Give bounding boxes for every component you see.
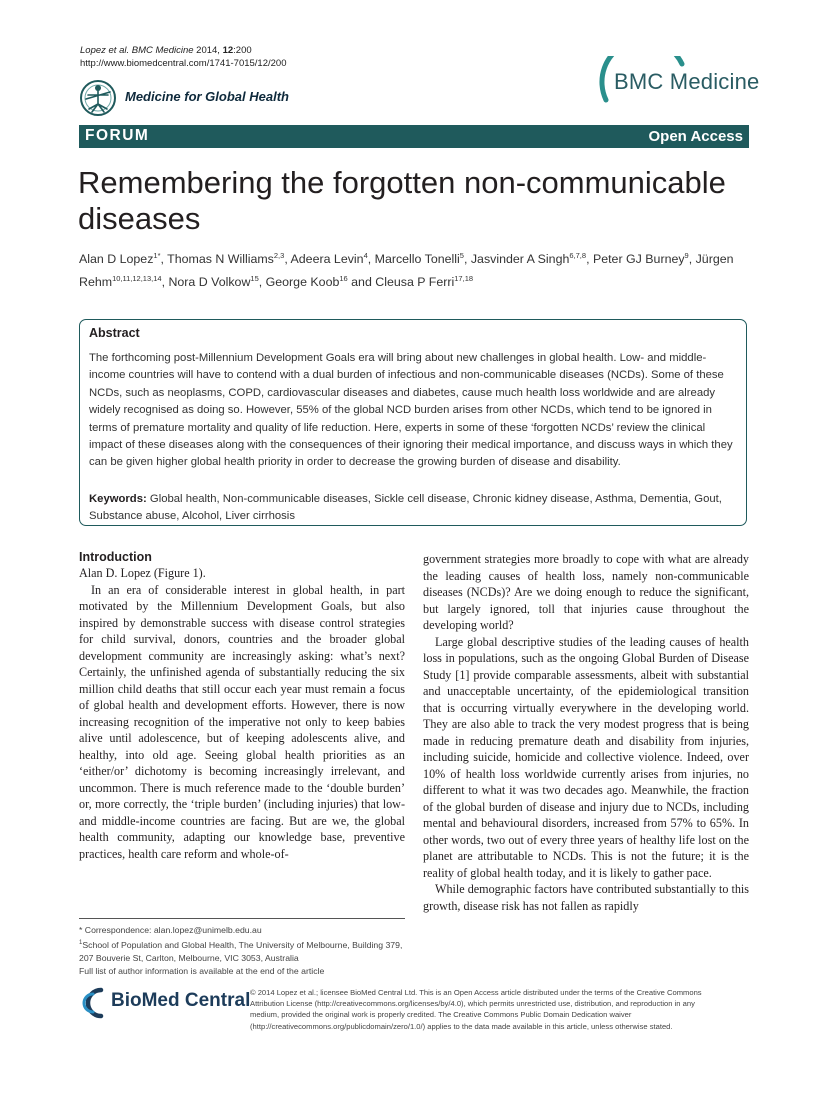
citation-article: :200 <box>233 45 252 56</box>
paragraph: government strategies more broadly to cope with what are already the leading causes of health loss, namely non-communicable diseases (NCDs)? Are we doing enough to reduce the significant, but largely ignored, toll that injuries cause throughout the developing world? <box>423 552 749 632</box>
section-label: FORUM <box>85 127 150 144</box>
section-heading-introduction: Introduction <box>79 550 152 564</box>
copyright-notice: © 2014 Lopez et al.; licensee BioMed Central Ltd. This is an Open Access article distributed under the terms of the Creative Commons Attribution License (http://creativecommons.org/licenses/by/4.0), which permits unrestricted use, distribution, and reproduction in any medium, provided the original work is properly credited. The Creative Commons Public Domain Dedication waiver (http://creativecommons.org/publicdomain/zero/1.0/) applies to the data made available in this article, unless otherwise stated. <box>250 988 702 1031</box>
footnote-divider <box>79 918 405 919</box>
author[interactable]: Nora D Volkow$^{15}$ <box>168 274 259 290</box>
author[interactable]: Jasvinder A Singh$^{6,7,8}$ <box>470 251 587 267</box>
paragraph: While demographic factors have contributed substantially to this growth, disease risk has not fallen as rapidly <box>423 882 749 913</box>
citation-year: 2014, <box>196 45 220 56</box>
abstract-body: The forthcoming post-Millennium Development Goals era will bring about new challenges in global health. Low- and middle-income countries will have to contend with a dual burden of infectious and non-communicable diseases (NCDs). Some of these NCDs, such as neoplasms, COPD, cardiovascular diseases and diabetes, cause much health loss worldwide and are already widely recognised as doing so. However, 55% of the global NCD burden arises from other NCDs, which tend to be ignored in terms of premature mortality and quality of life reduction. Here, experts in some of these ‘forgotten NCDs’ review the clinical impact of these diseases along with the consequences of their ignoring their medical importance, and discuss ways in which they can be given higher global health priority in order to decrease the growing burden of disease and disability. <box>89 352 733 469</box>
paragraph: Alan D. Lopez (Figure 1). <box>79 566 206 580</box>
author[interactable]: Alan D Lopez$^{1*}$ <box>79 251 161 267</box>
body-column-right <box>423 551 749 914</box>
citation-journal: Lopez et al. BMC Medicine <box>80 45 194 56</box>
author[interactable]: Jürgen Rehm$^{10,11,12,13,14}$ <box>79 252 734 290</box>
keywords-list: Global health, Non-communicable diseases, Sickle cell disease, Chronic kidney disease, Asthma, Dementia, Gout, Substance abuse, Alcohol, Liver cirrhosis <box>89 493 722 523</box>
body-column-left <box>79 565 405 862</box>
citation-line <box>80 44 287 57</box>
citation-header <box>80 44 287 70</box>
keywords-label: Keywords: <box>89 493 147 505</box>
series-title: Medicine for Global Health <box>125 89 289 104</box>
author-info-note: Full list of author information is available at the end of the article <box>79 965 325 976</box>
abstract-heading: Abstract <box>89 326 140 340</box>
correspondence[interactable]: * Correspondence: alan.lopez@unimelb.edu.au <box>79 925 262 935</box>
citation-volume: 12 <box>222 45 234 56</box>
paragraph: In an era of considerable interest in global health, in part motivated by the Millennium Development Goals, but also inspired by demonstrable success with disease control strategies for child survival, donors, countries and the broader global development community are increasingly asking: what’s next? Certainly, the unfinished agenda of substantially reducing the six million child deaths that still occur each year must remain a focus of global health and development efforts. However, there is now increasing recognition of the imperative not only to keep babies alive until adolescence, but of keeping adolescents alive, and healthy, into old age. Seeing global health priorities as an ‘either/or’ dichotomy is becoming increasingly irrelevant, and uncommon. There is much reference made to the ‘double burden’ or, more correctly, the ‘triple burden’ (including injuries) that low- and middle-income countries are facing. But are we, the global health community, adapting our knowledge base, preventive practices, health care reform and whole-of- <box>79 582 405 861</box>
and-word: and <box>351 275 372 290</box>
journal-logo-text: BMC Medicine <box>614 69 760 94</box>
affiliation: $^1$School of Population and Global Health, The University of Melbourne, Building 379, 207 Bouverie St, Carlton, Melbourne, VIC 3053, Australia <box>79 939 403 963</box>
section-banner <box>79 125 749 148</box>
author[interactable]: Cleusa P Ferri$^{17,18}$ <box>375 274 474 290</box>
paragraph: Large global descriptive studies of the leading causes of health loss in populations, such as the ongoing Global Burden of Disease Study [1] provide comparable assessments, albeit with substantial and unacceptable uncertainty, of the epidemiological transition that is occurring virtually everywhere in the developing world. They are also able to track the very modest progress that is being made in reducing premature death and disability from injuries, including suicide, homicide and collective violence. Indeed, over 10% of health loss worldwide currently arises from injuries, no different to what it was two decades ago. Meanwhile, the fraction of the global burden of disease and injury due to NCDs, including mental and behavioural disorders, increased from 57% to 65%. In other words, two out of every three years of healthy life lost on the planet are attributable to NCDs. This is not the future; it is the reality of global health today, and it is likely to gather pace. <box>423 634 749 880</box>
author[interactable]: George Koob$^{16}$ <box>265 274 348 290</box>
author-list: Alan D Lopez$^{1*}$, Thomas N Williams$^{2,3}$, Adeera Levin$^4$, Marcello Tonelli$^5$, Jasvinder A Singh$^{6,7,8}$, Peter GJ Burney$^9$, Jürgen Rehm$^{10,11,12,13,14}$, Nora D Volkow$^{15}$, George Koob$^{16}$ and Cleusa P Ferri$^{17,18}$ <box>79 251 734 290</box>
author[interactable]: Thomas N Williams$^{2,3}$ <box>167 251 285 267</box>
publisher-logo-text: BioMed Central <box>111 990 251 1011</box>
footnotes <box>79 924 409 978</box>
open-access-label: Open Access <box>648 128 743 145</box>
author[interactable]: Adeera Levin$^4$ <box>290 251 368 267</box>
author[interactable]: Marcello Tonelli$^5$ <box>374 251 464 267</box>
abstract-box <box>79 319 747 526</box>
keywords <box>89 491 739 526</box>
author[interactable]: Peter GJ Burney$^9$ <box>592 251 689 267</box>
article-url[interactable]: http://www.biomedcentral.com/1741-7015/12/200 <box>80 58 287 69</box>
vitruvian-man-icon <box>78 78 118 118</box>
article-title: Remembering the forgotten non-communicable diseases <box>78 165 726 236</box>
